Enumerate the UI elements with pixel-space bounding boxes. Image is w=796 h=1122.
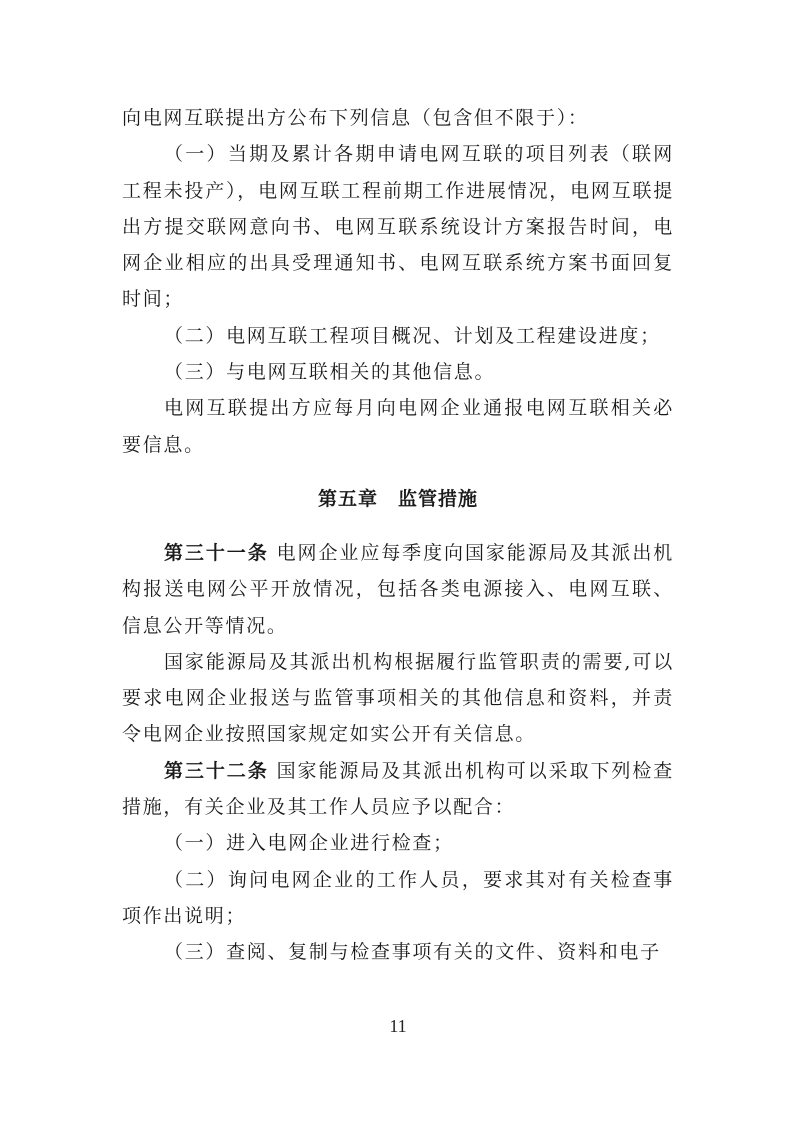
- article-32-item-3: （三）查阅、复制与检查事项有关的文件、资料和电子: [164, 941, 661, 964]
- article-31-text: 电网企业应每季度向国家能源局及其派出机构报送电网公平开放情况，包括各类电源接入、电网互联、信息公开等情况。: [122, 541, 674, 637]
- document-body: [122, 100, 674, 971]
- article-31-number: 第三十一条: [164, 541, 269, 564]
- chapter-number: 第五章: [317, 487, 378, 510]
- article-31-paragraph-2: 国家能源局及其派出机构根据履行监管职责的需要,可以要求电网企业报送与监管事项相关的其他信息和资料，并责令电网企业按照国家规定如实公开有关信息。: [122, 650, 674, 746]
- article-32: [122, 753, 674, 826]
- list-item-1: （一）当期及累计各期申请电网互联的项目列表（联网工程未投产），电网互联工程前期工作进展情况，电网互联提出方提交联网意向书、电网互联系统设计方案报告时间，电网企业相应的出具受理通知书、电网互联系统方案书面回复时间；: [122, 143, 674, 311]
- paragraph-notify: 电网互联提出方应每月向电网企业通报电网互联相关必要信息。: [122, 397, 674, 456]
- article-32-text: 国家能源局及其派出机构可以采取下列检查措施，有关企业及其工作人员应予以配合：: [122, 759, 674, 819]
- chapter-heading: [122, 463, 674, 535]
- page-number: 11: [389, 1016, 407, 1036]
- article-31: [122, 535, 674, 644]
- paragraph-intro: 向电网互联提出方公布下列信息（包含但不限于）：: [122, 107, 589, 129]
- list-item-2: （二）电网互联工程项目概况、计划及工程建设进度；: [164, 324, 661, 347]
- article-32-number: 第三十二条: [164, 759, 269, 782]
- article-32-item-2: （二）询问电网企业的工作人员，要求其对有关检查事项作出说明；: [122, 868, 674, 927]
- list-item-3: （三）与电网互联相关的其他信息。: [164, 361, 496, 384]
- article-32-item-1: （一）进入电网企业进行检查；: [164, 832, 454, 855]
- chapter-title: 监管措施: [398, 487, 479, 510]
